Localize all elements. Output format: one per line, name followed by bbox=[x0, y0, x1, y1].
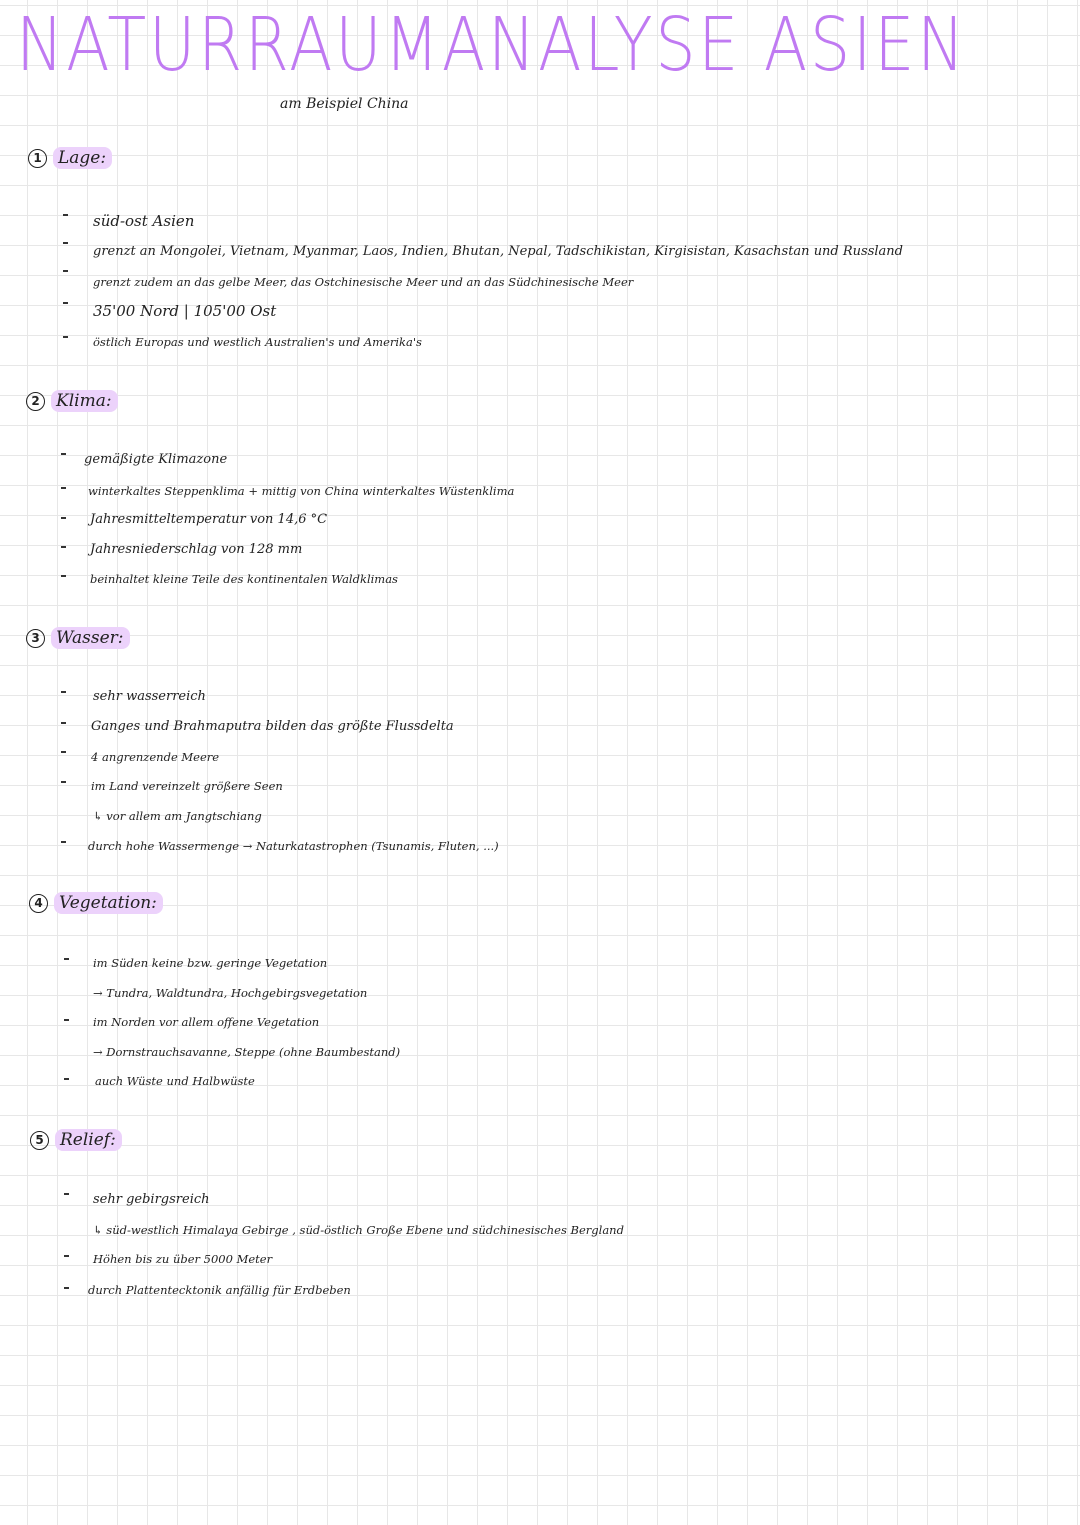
bullet-dash bbox=[61, 781, 66, 783]
list-item: Jahresniederschlag von 128 mm bbox=[90, 542, 303, 557]
list-item: gemäßigte Klimazone bbox=[84, 452, 228, 467]
list-item-sub: ↳ süd-westlich Himalaya Gebirge , süd-östlich Große Ebene und südchinesisches Bergland bbox=[93, 1223, 624, 1237]
section-heading-relief bbox=[30, 1129, 122, 1151]
section-title: Klima: bbox=[51, 390, 118, 412]
section-title: Vegetation: bbox=[54, 892, 163, 914]
list-item: sehr gebirgsreich bbox=[93, 1192, 210, 1207]
section-number: 2 bbox=[26, 392, 45, 411]
list-item-sub: → Dornstrauchsavanne, Steppe (ohne Baumbestand) bbox=[93, 1045, 401, 1059]
bullet-dash bbox=[64, 958, 69, 960]
list-item: winterkaltes Steppenklima + mittig von China winterkaltes Wüstenklima bbox=[88, 484, 515, 498]
bullet-dash bbox=[64, 1019, 69, 1021]
list-item: süd-ost Asien bbox=[93, 212, 195, 230]
bullet-dash bbox=[64, 1193, 69, 1195]
bullet-dash bbox=[61, 453, 66, 455]
list-item: Ganges und Brahmaputra bilden das größte Flussdelta bbox=[91, 719, 454, 734]
bullet-dash bbox=[61, 691, 66, 693]
section-number: 4 bbox=[29, 894, 48, 913]
section-title: Wasser: bbox=[51, 627, 130, 649]
list-item: durch hohe Wassermenge → Naturkatastrophen (Tsunamis, Fluten, ...) bbox=[88, 839, 499, 853]
bullet-dash bbox=[61, 517, 66, 519]
bullet-dash bbox=[64, 1078, 69, 1080]
section-number: 1 bbox=[28, 149, 47, 168]
list-item: 4 angrenzende Meere bbox=[91, 750, 220, 764]
bullet-dash bbox=[61, 841, 66, 843]
page-title: NATURRAUMANALYSE ASIEN bbox=[16, 2, 968, 88]
section-title: Lage: bbox=[53, 147, 112, 169]
list-item: im Süden keine bzw. geringe Vegetation bbox=[93, 956, 328, 970]
bullet-dash bbox=[63, 302, 68, 304]
section-number: 5 bbox=[30, 1131, 49, 1150]
list-item: Höhen bis zu über 5000 Meter bbox=[93, 1252, 273, 1266]
list-item: Jahresmitteltemperatur von 14,6 °C bbox=[90, 512, 328, 527]
list-item: beinhaltet kleine Teile des kontinentalen Waldklimas bbox=[90, 572, 398, 586]
list-item: sehr wasserreich bbox=[93, 689, 206, 704]
list-item: im Land vereinzelt größere Seen bbox=[91, 779, 283, 793]
section-heading-vegetation bbox=[29, 892, 163, 914]
bullet-dash bbox=[63, 242, 68, 244]
bullet-dash bbox=[63, 270, 68, 272]
section-heading-wasser bbox=[26, 627, 130, 649]
bullet-dash bbox=[63, 214, 68, 216]
bullet-dash bbox=[61, 575, 66, 577]
list-item-sub: → Tundra, Waldtundra, Hochgebirgsvegetation bbox=[93, 986, 368, 1000]
list-item: durch Plattentecktonik anfällig für Erdbeben bbox=[88, 1283, 351, 1297]
bullet-dash bbox=[63, 336, 68, 338]
list-item: grenzt zudem an das gelbe Meer, das Ostchinesische Meer und an das Südchinesische Meer bbox=[93, 275, 634, 289]
bullet-dash bbox=[61, 751, 66, 753]
list-item: 35'00 Nord | 105'00 Ost bbox=[93, 302, 277, 320]
section-number: 3 bbox=[26, 629, 45, 648]
list-item: östlich Europas und westlich Australien's und Amerika's bbox=[93, 335, 422, 349]
bullet-dash bbox=[61, 722, 66, 724]
section-title: Relief: bbox=[55, 1129, 122, 1151]
bullet-dash bbox=[64, 1287, 69, 1289]
list-item: im Norden vor allem offene Vegetation bbox=[93, 1015, 320, 1029]
bullet-dash bbox=[61, 546, 66, 548]
section-heading-klima bbox=[26, 390, 118, 412]
bullet-dash bbox=[64, 1255, 69, 1257]
list-item: auch Wüste und Halbwüste bbox=[95, 1074, 255, 1088]
bullet-dash bbox=[61, 487, 66, 489]
list-item-sub: ↳ vor allem am Jangtschiang bbox=[93, 809, 262, 823]
section-heading-lage bbox=[28, 147, 112, 169]
page-subtitle: am Beispiel China bbox=[280, 96, 409, 112]
list-item: grenzt an Mongolei, Vietnam, Myanmar, Laos, Indien, Bhutan, Nepal, Tadschikistan, Kirgisistan, Kasachstan und Russland bbox=[93, 244, 903, 259]
